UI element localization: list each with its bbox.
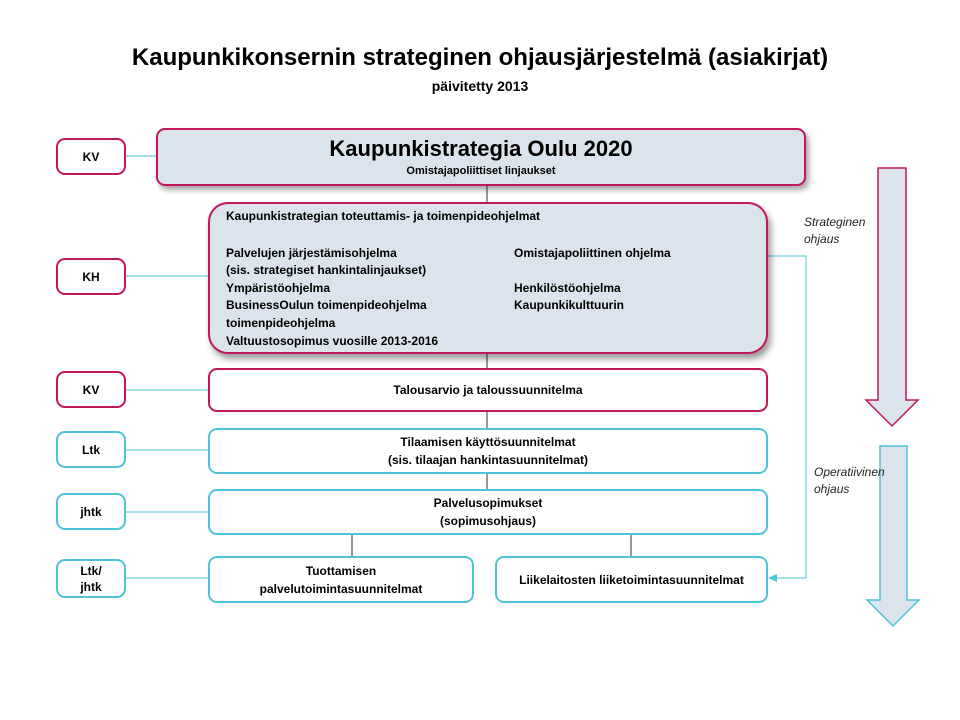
label-kh [56, 258, 126, 295]
ordering-line2: (sis. tilaajan hankintasuunnitelmat) [387, 453, 589, 467]
program-right-2: Henkilöstöohjelma [514, 281, 621, 295]
arrowhead-enterprises [768, 574, 777, 582]
programs-heading: Kaupunkistrategian toteuttamis- ja toimenpideohjelmat [226, 209, 541, 223]
program-left-6: Valtuustosopimus vuosille 2013-2016 [226, 334, 439, 348]
strategic-steering-label [804, 214, 865, 248]
strategy-box [156, 128, 806, 186]
label-jhtk [56, 493, 126, 530]
strategic-label-line2: ohjaus [804, 232, 840, 246]
service-agreements-box [208, 489, 768, 535]
program-right-1: Omistajapoliittinen ohjelma [514, 246, 671, 260]
service-agreements-line2: (sopimusohjaus) [439, 514, 536, 528]
enterprises-box [495, 556, 768, 603]
budget-text: Talousarvio ja taloussuunnitelma [393, 383, 583, 397]
program-left-2: (sis. strategiset hankintalinjaukset) [226, 263, 427, 277]
operational-label-line2: ohjaus [814, 482, 850, 496]
production-box [208, 556, 474, 603]
label-kh-text: KH [82, 269, 100, 284]
label-kv-top-text: KV [82, 149, 100, 164]
label-ltk-text: Ltk [82, 442, 100, 457]
enterprises-text: Liikelaitosten liiketoimintasuunnitelmat [519, 572, 744, 587]
budget-box [208, 368, 768, 412]
page-subtitle: päivitetty 2013 [431, 78, 529, 94]
strategy-title: Kaupunkistrategia Oulu 2020 [329, 136, 633, 161]
label-ltk-jhtk-line2: jhtk [80, 579, 102, 594]
production-line1: Tuottamisen [305, 563, 377, 578]
production-line2: palvelutoimintasuunnitelmat [259, 581, 423, 596]
strategy-subtitle: Omistajapoliittiset linjaukset [406, 165, 556, 177]
strategic-arrow [866, 168, 918, 426]
program-left-5: toimenpideohjelma [226, 316, 336, 330]
ordering-line1: Tilaamisen käyttösuunnitelmat [400, 435, 576, 449]
programs-box [208, 202, 768, 354]
label-ltk-jhtk [56, 559, 126, 598]
label-ltk-jhtk-line1: Ltk/ [80, 563, 102, 578]
page-title: Kaupunkikonsernin strateginen ohjausjärjestelmä (asiakirjat) [131, 44, 829, 71]
program-left-4: BusinessOulun toimenpideohjelma [226, 298, 427, 312]
label-jhtk-text: jhtk [80, 504, 102, 519]
operational-steering-label [814, 464, 885, 498]
label-kv-budget [56, 371, 126, 408]
label-ltk [56, 431, 126, 468]
strategic-label-line1: Strateginen [804, 215, 866, 229]
program-left-3: Ympäristöohjelma [226, 281, 331, 295]
ordering-box [208, 428, 768, 474]
program-left-1: Palvelujen järjestämisohjelma [226, 246, 397, 260]
program-right-3: Kaupunkikulttuurin [514, 298, 624, 312]
service-agreements-line1: Palvelusopimukset [433, 496, 543, 510]
label-kv-budget-text: KV [82, 382, 100, 397]
operational-label-line1: Operatiivinen [814, 465, 885, 479]
label-kv-top [56, 138, 126, 175]
